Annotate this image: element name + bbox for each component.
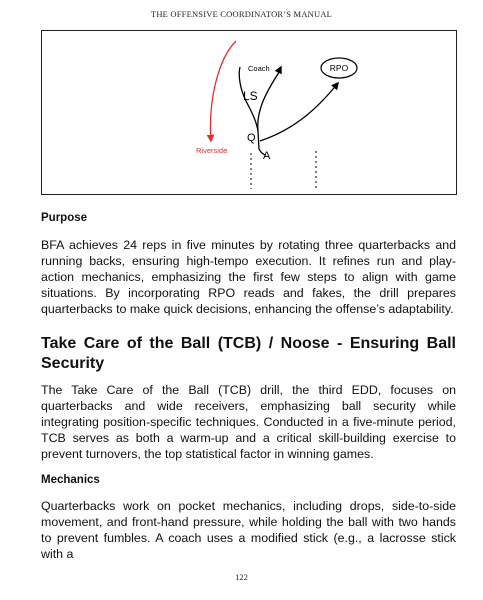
a-label: A	[263, 150, 271, 162]
ls-label: LS	[243, 89, 258, 103]
running-header: THE OFFENSIVE COORDINATOR’S MANUAL	[150, 9, 333, 19]
riverside-route	[210, 41, 236, 141]
rpo-route	[260, 83, 338, 141]
riverside-label: Riverside	[196, 146, 228, 155]
coach-label: Coach	[248, 64, 270, 73]
purpose-heading: Purpose	[41, 212, 88, 224]
tcb-paragraph: The Take Care of the Ball (TCB) drill, the third EDD, focuses on quarterbacks and wide receivers, emphasizing ball security while integrating position-specific techniques. Conducted in a five-minute period, TCB serves as both a warm-up and a critical skill-building exercise to prevent turnovers, the top statistical factor in winning games.	[41, 383, 456, 461]
coach-route	[258, 67, 281, 131]
page-number: 122	[235, 572, 248, 582]
play-diagram	[41, 30, 457, 195]
rpo-label: RPO	[329, 63, 349, 73]
q-label: Q	[247, 132, 256, 144]
mechanics-heading: Mechanics	[41, 474, 100, 486]
play-diagram-svg	[42, 31, 458, 196]
mechanics-paragraph: Quarterbacks work on pocket mechanics, including drops, side-to-side movement, and front-hand pressure, while holding the ball with two hands to prevent fumbles. A coach uses a modified stick (e.g., a lacrosse stick with a	[41, 499, 456, 561]
purpose-paragraph: BFA achieves 24 reps in five minutes by rotating three quarterbacks and running backs, ensuring high-tempo execution. It refines run and play-action mechanics, emphasizing the first few steps to align with game situations. By incorporating RPO reads and fakes, the drill prepares quarterbacks to make quick decisions, enhancing the offense’s adaptability.	[41, 238, 456, 316]
tcb-section-title: Take Care of the Ball (TCB) / Noose - Ensuring Ball Security	[41, 335, 456, 372]
